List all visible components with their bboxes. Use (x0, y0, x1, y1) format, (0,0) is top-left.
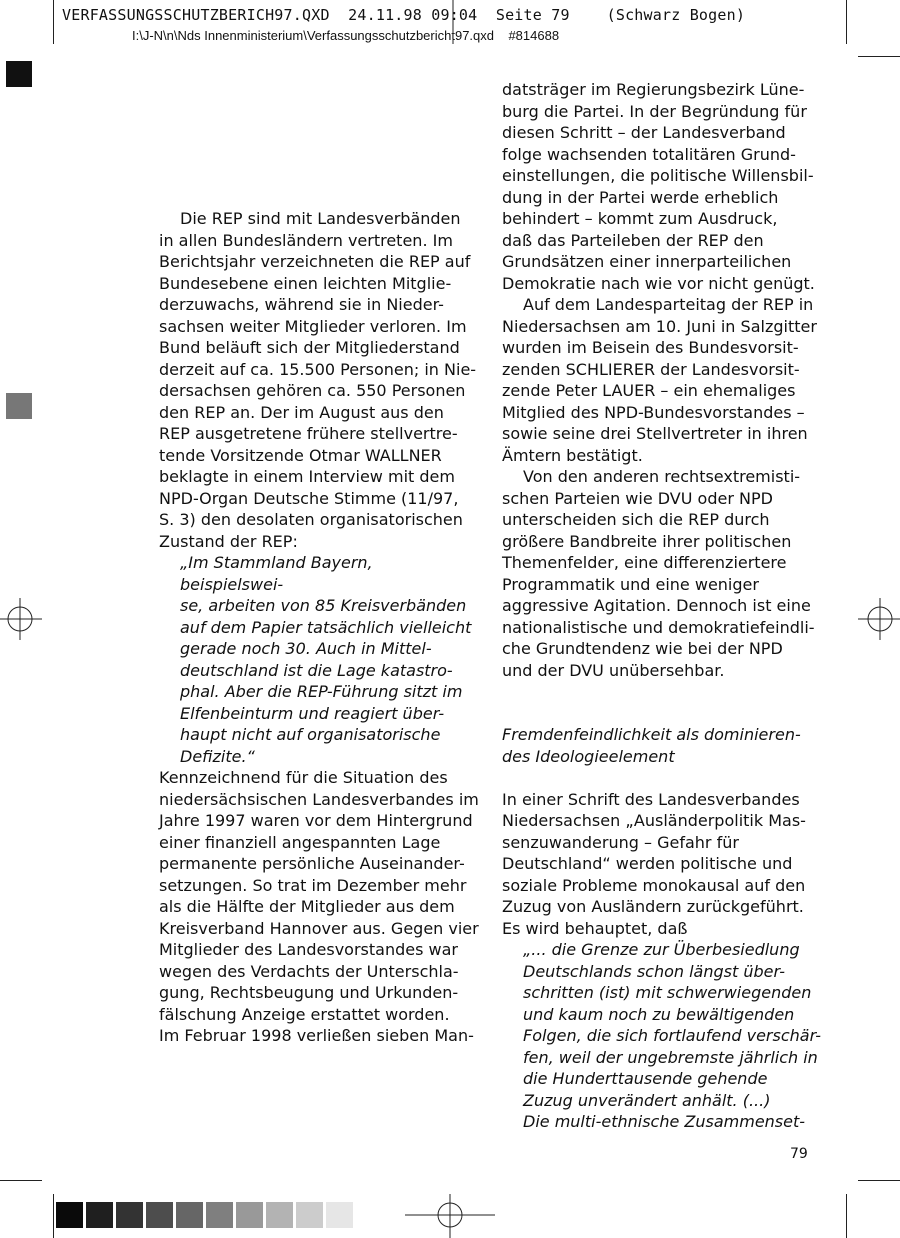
text-line: permanente persönliche Auseinander- (159, 854, 465, 873)
black-margin-marker (6, 61, 32, 87)
text-line: folge wachsenden totalitären Grund- (502, 144, 796, 164)
trim-mark-bottom-left-h (0, 1180, 42, 1181)
color-swatch (236, 1202, 263, 1228)
text-line: REP ausgetretene frühere stellvertre- (159, 424, 458, 443)
text-line: Defizite.“ (180, 746, 255, 766)
text-line: tende Vorsitzende Otmar WALLNER (159, 445, 442, 465)
text-line: schritten (ist) mit schwerwiegenden (523, 983, 812, 1002)
text-line: zende Peter LAUER – ein ehemaliges (502, 381, 796, 400)
file-slug: VERFASSUNGSSCHUTZBERICH97.QXD 24.11.98 09:04 Seite 79 (Schwarz Bogen) (62, 6, 746, 24)
color-swatch (86, 1202, 113, 1228)
color-swatch (116, 1202, 143, 1228)
text-line: behindert – kommt zum Ausdruck, (502, 209, 778, 228)
text-line: einstellungen, die politische Willensbil- (502, 166, 814, 185)
text-line: In einer Schrift des Landesverbandes (502, 789, 800, 809)
text-line: Niedersachsen „Ausländerpolitik Mas- (502, 811, 806, 830)
text-line: Zuzug unverändert anhält. (...) (523, 1090, 771, 1110)
text-line: senzuwanderung – Gefahr für (502, 832, 739, 852)
quote-ueberbesiedlung (502, 939, 822, 1133)
text-line: Kreisverband Hannover aus. Gegen vier (159, 918, 479, 938)
paragraph-schrift (502, 789, 822, 940)
text-line: dung in der Partei werde erheblich (502, 187, 779, 207)
color-swatch (176, 1202, 203, 1228)
text-line: Die REP sind mit Landesverbänden (180, 209, 461, 228)
file-path: I:\J-N\n\Nds Innenministerium\Verfassungsschutzbericht97.qxd #814688 (132, 28, 560, 43)
text-line: derzuwachs, während sie in Nieder- (159, 295, 444, 314)
text-line: gerade noch 30. Auch in Mittel- (180, 639, 432, 658)
text-line: schen Parteien wie DVU oder NPD (502, 488, 773, 508)
text-line: Bundesebene einen leichten Mitglie- (159, 273, 452, 293)
text-line: Grundsätzen einer innerparteilichen (502, 252, 792, 271)
text-line: Von den anderen rechtsextremisti- (523, 467, 801, 486)
paragraph-landesparteitag (502, 294, 822, 466)
text-line: Deutschlands schon längst über- (523, 961, 785, 981)
gray-margin-marker (6, 393, 32, 419)
paragraph-situation (159, 767, 479, 1047)
registration-mark-right (858, 598, 900, 640)
text-line: Kennzeichnend für die Situation des (159, 768, 448, 787)
text-line: zenden SCHLIERER der Landesvorsit- (502, 359, 800, 379)
color-swatch (326, 1202, 353, 1228)
text-line: niedersächsischen Landesverbandes im (159, 789, 479, 809)
text-line: S. 3) den desolaten organisatorischen (159, 510, 463, 529)
text-line: burg die Partei. In der Begründung für (502, 101, 807, 121)
trim-mark-top-left (53, 0, 54, 44)
registration-mark-top (448, 0, 458, 44)
text-line: deutschland ist die Lage katastro- (180, 660, 453, 680)
text-line: NPD-Organ Deutsche Stimme (11/97, (159, 488, 459, 508)
text-line: Zuzug von Ausländern zurückgeführt. (502, 897, 804, 916)
registration-mark-bottom (405, 1194, 495, 1238)
page-number: 79 (790, 1146, 808, 1162)
right-column (502, 79, 822, 1133)
color-swatch (296, 1202, 323, 1228)
text-line: in allen Bundesländern vertreten. Im (159, 230, 453, 250)
text-line: Folgen, die sich fortlaufend verschär- (523, 1026, 822, 1045)
text-line: Berichtsjahr verzeichneten die REP auf (159, 252, 471, 271)
text-line: auf dem Papier tatsächlich vielleicht (180, 617, 472, 637)
text-line: fen, weil der ungebremste jährlich in (523, 1047, 818, 1067)
text-line: Demokratie nach wie vor nicht genügt. (502, 273, 815, 293)
text-line: Niedersachsen am 10. Juni in Salzgitter (502, 316, 817, 336)
text-line: aggressive Agitation. Dennoch ist eine (502, 596, 811, 615)
text-line: Deutschland“ werden politische und (502, 854, 793, 873)
text-line: nationalistische und demokratiefeindli- (502, 617, 815, 637)
text-line: Die multi-ethnische Zusammenset- (523, 1112, 806, 1131)
text-line: unterscheiden sich die REP durch (502, 510, 770, 529)
text-line: und kaum noch zu bewältigenden (523, 1004, 795, 1024)
text-line: Ämtern bestätigt. (502, 445, 643, 465)
text-line: wegen des Verdachts der Unterschla- (159, 961, 459, 981)
text-line: Mitglieder des Landesvorstandes war (159, 940, 458, 959)
text-line: che Grundtendenz wie bei der NPD (502, 639, 783, 658)
text-line: fälschung Anzeige erstattet worden. (159, 1004, 450, 1024)
quote-wallner (159, 552, 479, 767)
text-line: datsträger im Regierungsbezirk Lüne- (502, 80, 805, 99)
paragraph-rep-landesverbaende (159, 208, 479, 552)
color-swatch (56, 1202, 83, 1228)
paragraph-begruendung (502, 79, 822, 294)
text-line: sowie seine drei Stellvertreter in ihren (502, 424, 808, 443)
color-swatch (206, 1202, 233, 1228)
text-line: sachsen weiter Mitglieder verloren. Im (159, 316, 467, 336)
color-swatch (146, 1202, 173, 1228)
trim-mark-top-right (846, 0, 847, 44)
registration-mark-left (0, 598, 42, 640)
text-line: dersachsen gehören ca. 550 Personen (159, 381, 466, 400)
text-line: gung, Rechtsbeugung und Urkunden- (159, 983, 459, 1002)
text-line: Elfenbeinturm und reagiert über- (180, 703, 445, 723)
text-line: Mitglied des NPD-Bundesvorstandes – (502, 402, 805, 422)
text-line: Es wird behauptet, daß (502, 918, 688, 938)
text-line: phal. Aber die REP-Führung sitzt im (180, 682, 463, 701)
text-line: Programmatik und eine weniger (502, 574, 759, 594)
paragraph-andere-parteien (502, 466, 822, 681)
text-line: den REP an. Der im August aus den (159, 402, 444, 422)
text-line: beklagte in einem Interview mit dem (159, 467, 455, 486)
text-line: se, arbeiten von 85 Kreisverbänden (180, 596, 467, 615)
section-heading-fremdenfeindlichkeit (502, 724, 822, 767)
text-line: Themenfelder, eine differenziertere (502, 553, 787, 572)
text-line: Jahre 1997 waren vor dem Hintergrund (159, 811, 473, 830)
text-line: wurden im Beisein des Bundesvorsit- (502, 338, 799, 357)
trim-mark-bottom-left (53, 1194, 54, 1238)
text-line: Bund beläuft sich der Mitgliederstand (159, 338, 460, 357)
text-line: diesen Schritt – der Landesverband (502, 123, 786, 142)
text-line: Zustand der REP: (159, 531, 298, 551)
text-line: soziale Probleme monokausal auf den (502, 875, 806, 895)
trim-mark-bottom-right (846, 1194, 847, 1238)
text-line: derzeit auf ca. 15.500 Personen; in Nie- (159, 359, 477, 379)
text-line: des Ideologieelement (502, 746, 675, 766)
text-line: Im Februar 1998 verließen sieben Man- (159, 1026, 474, 1045)
text-line: einer finanziell angespannten Lage (159, 832, 441, 852)
text-line: und der DVU unübersehbar. (502, 660, 725, 680)
color-swatch (266, 1202, 293, 1228)
text-line: haupt nicht auf organisatorische (180, 725, 441, 744)
text-line: „... die Grenze zur Überbesiedlung (523, 940, 800, 959)
text-line: „Im Stammland Bayern, beispielswei- (180, 553, 373, 594)
text-line: größere Bandbreite ihrer politischen (502, 531, 792, 551)
left-column (159, 208, 479, 1047)
text-line: daß das Parteileben der REP den (502, 230, 764, 250)
trim-mark-bottom-right-h (858, 1180, 900, 1181)
text-line: als die Hälfte der Mitglieder aus dem (159, 897, 455, 916)
text-line: die Hunderttausende gehende (523, 1069, 768, 1088)
text-line: setzungen. So trat im Dezember mehr (159, 875, 467, 895)
text-line: Auf dem Landesparteitag der REP in (523, 295, 814, 314)
text-line: Fremdenfeindlichkeit als dominieren- (502, 725, 801, 744)
trim-mark-top-right-h (858, 56, 900, 57)
